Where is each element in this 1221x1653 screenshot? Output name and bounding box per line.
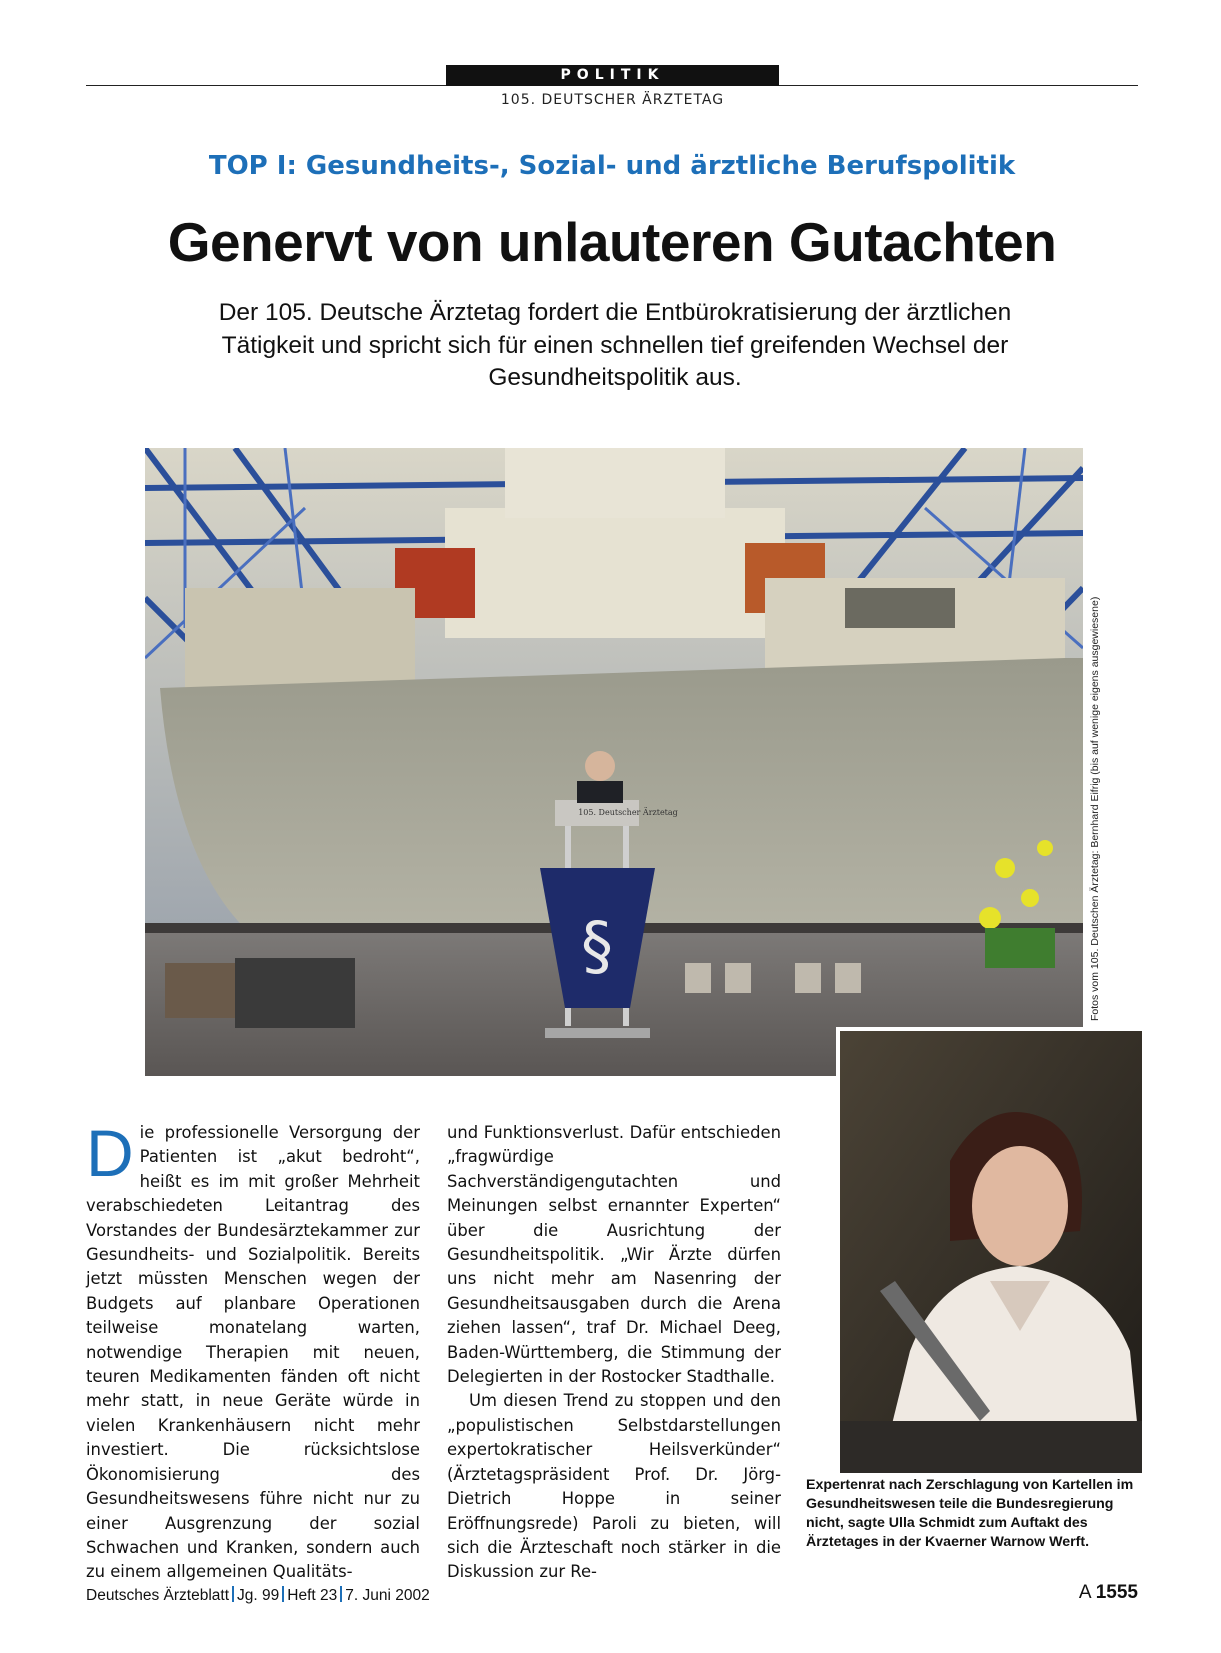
body-column-2 <box>447 1121 781 1585</box>
inset-photo <box>836 1027 1142 1473</box>
body-column-1 <box>86 1116 420 1585</box>
article-deck: Der 105. Deutsche Ärztetag fordert die Entbürokratisierung der ärztlichen Tätigkeit und spricht sich für einen schnellen tief greifenden Wechsel der Gesundheitspolitik aus. <box>218 299 1012 391</box>
article-headline: Genervt von unlauteren Gutachten <box>167 211 1057 273</box>
footer-separator <box>232 1586 234 1602</box>
photo-caption: Expertenrat nach Zerschlagung von Kartellen im Gesundheitswesen teile die Bundesregierung nicht, sagte Ulla Schmidt zum Auftakt des Ärztetages in der Kvaerner Warnow Werft. <box>806 1477 1134 1550</box>
shipyard-hall-photo <box>145 448 1083 1076</box>
body-paragraph: und Funktionsverlust. Dafür entschieden „fragwürdige Sachverständigengutachten und Meinungen selbst ernannter Experten“ über die Ausrichtung der Gesundheitspolitik. „Wir Ärzte dürfen uns nicht mehr am Nasenring der Gesundheitsausgaben durch die Arena ziehen lassen“, traf Dr. Michael Deeg, Baden-Württemberg, die Stimmung der Delegierten in der Rostocker Stadthalle. <box>447 1123 781 1387</box>
footer-citation <box>86 1586 686 1605</box>
footer-separator <box>340 1586 342 1602</box>
section-label: POLITIK <box>446 65 779 86</box>
issue: Heft 23 <box>287 1587 338 1604</box>
journal-name: Deutsches Ärzteblatt <box>86 1587 230 1604</box>
volume: Jg. 99 <box>237 1587 280 1604</box>
page-number <box>1000 1582 1138 1604</box>
body-text-col1: ie professionelle Versorgung der Patienten ist „akut bedroht“, heißt es im mit großer Mehrheit verabschiedeten Leitantrag des Vorstandes der Bundesärztekammer zur Gesundheits- und Sozialpolitik. Bereits jetzt müssten Menschen wegen der Budgets auf planbare Operationen teilweise monatelang warten, notwendige Therapien mit neuen, teuren Medikamenten fänden oft nicht mehr statt, in neue Geräte würde in vielen Krankenhäusern nicht mehr investiert. Die rücksichtslose Ökonomisierung des Gesundheitswesens führe nicht nur zu einer Ausgrenzung der sozial Schwachen und Kranken, sondern auch zu einem allgemeinen Qualitäts- <box>86 1123 420 1582</box>
drop-cap: D <box>86 1116 134 1190</box>
article-kicker: TOP I: Gesundheits-, Sozial- und ärztliche Berufspolitik <box>208 151 1016 181</box>
page-number-value: 1555 <box>1095 1582 1138 1603</box>
lectern-sign: 105. Deutscher Ärztetag <box>578 808 678 817</box>
footer-separator <box>282 1586 284 1602</box>
speaker-portrait-photo <box>840 1031 1142 1473</box>
page-prefix: A <box>1078 1582 1091 1603</box>
subsection-label: 105. DEUTSCHER ÄRZTETAG <box>500 92 725 108</box>
issue-date: 7. Juni 2002 <box>345 1587 430 1604</box>
main-photo <box>145 448 1083 1076</box>
photo-credit: Fotos vom 105. Deutschen Ärztetag: Bernhard Eifrig (bis auf wenige eigens ausgewiesene) <box>1089 596 1101 1021</box>
svg-text:§: § <box>581 910 613 984</box>
body-paragraph: Um diesen Trend zu stoppen und den „populistischen Selbstdarstellungen expertokratischer Heilsverkünder“ (Ärztetagspräsident Prof. Dr. Jörg-Dietrich Hoppe in seiner Eröffnungsrede) Paroli zu bieten, will sich die Ärzteschaft noch stärker in die Diskussion zur Re- <box>447 1391 781 1582</box>
